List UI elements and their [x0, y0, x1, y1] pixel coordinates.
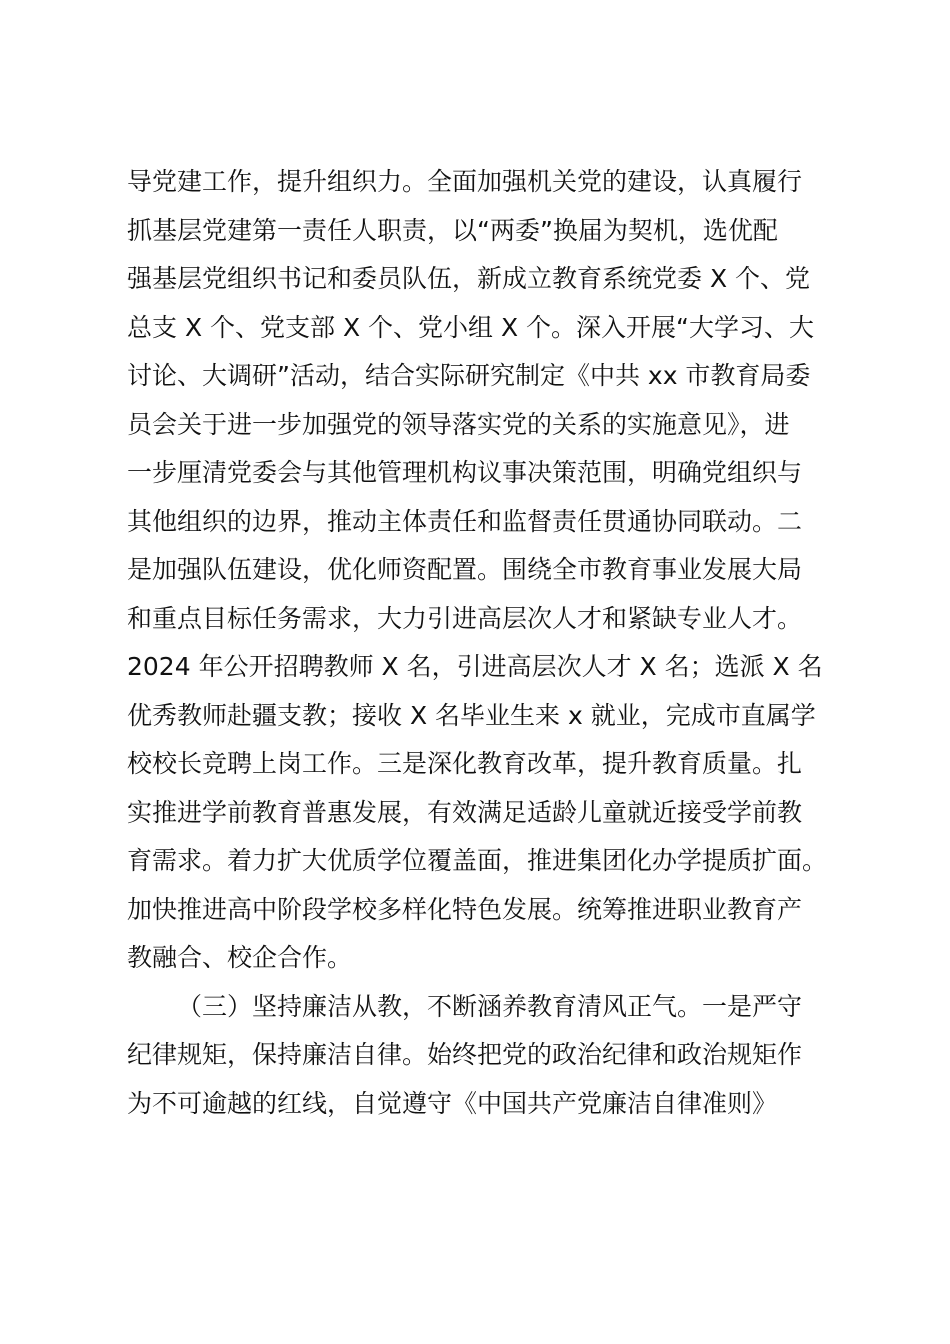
text-line: 2024 年公开招聘教师 X 名，引进高层次人才 X 名；选派 X 名 [127, 652, 823, 681]
text-line: 是加强队伍建设，优化师资配置。围绕全市教育事业发展大局 [127, 555, 803, 584]
text-line: 总支 X 个、党支部 X 个、党小组 X 个。深入开展“大学习、大 [127, 312, 815, 342]
text-line: 讨论、大调研”活动，结合实际研究制定《中共 xx 市教育局委 [127, 361, 811, 390]
text-line: 加快推进高中阶段学校多样化特色发展。统筹推进职业教育产 [127, 894, 803, 924]
text-line: 育需求。着力扩大优质学位覆盖面，推进集团化办学提质扩面。 [127, 846, 828, 875]
text-line: 抓基层党建第一责任人职责，以“两委”换届为契机，选优配 [127, 215, 778, 245]
text-line: 实推进学前教育普惠发展，有效满足适龄儿童就近接受学前教 [127, 797, 803, 827]
document-body [127, 158, 847, 1128]
paragraph [127, 158, 847, 983]
text-line: 和重点目标任务需求，大力引进高层次人才和紧缺专业人才。 [127, 603, 803, 633]
text-line: 员会关于进一步加强党的领导落实党的关系的实施意见》，进 [127, 409, 790, 439]
text-line: 教融合、校企合作。 [127, 943, 353, 972]
text-line: 强基层党组织书记和委员队伍，新成立教育系统党委 X 个、党 [127, 264, 811, 293]
text-line: （三）坚持廉洁从教，不断涵养教育清风正气。一是严守 [177, 991, 803, 1021]
text-line: 为不可逾越的红线，自觉遵守《中国共产党廉洁自律准则》 [127, 1088, 778, 1118]
paragraph [127, 983, 847, 1129]
text-line: 其他组织的边界，推动主体责任和监督责任贯通协同联动。二 [127, 506, 803, 536]
text-line: 校校长竞聘上岗工作。三是深化教育改革，提升教育质量。扎 [127, 749, 803, 778]
text-line: 一步厘清党委会与其他管理机构议事决策范围，明确党组织与 [127, 458, 803, 487]
text-line: 导党建工作，提升组织力。全面加强机关党的建设，认真履行 [127, 167, 803, 196]
text-line: 优秀教师赴疆支教；接收 X 名毕业生来 x 就业，完成市直属学 [127, 700, 816, 730]
text-line: 纪律规矩，保持廉洁自律。始终把党的政治纪律和政治规矩作 [127, 1040, 803, 1069]
